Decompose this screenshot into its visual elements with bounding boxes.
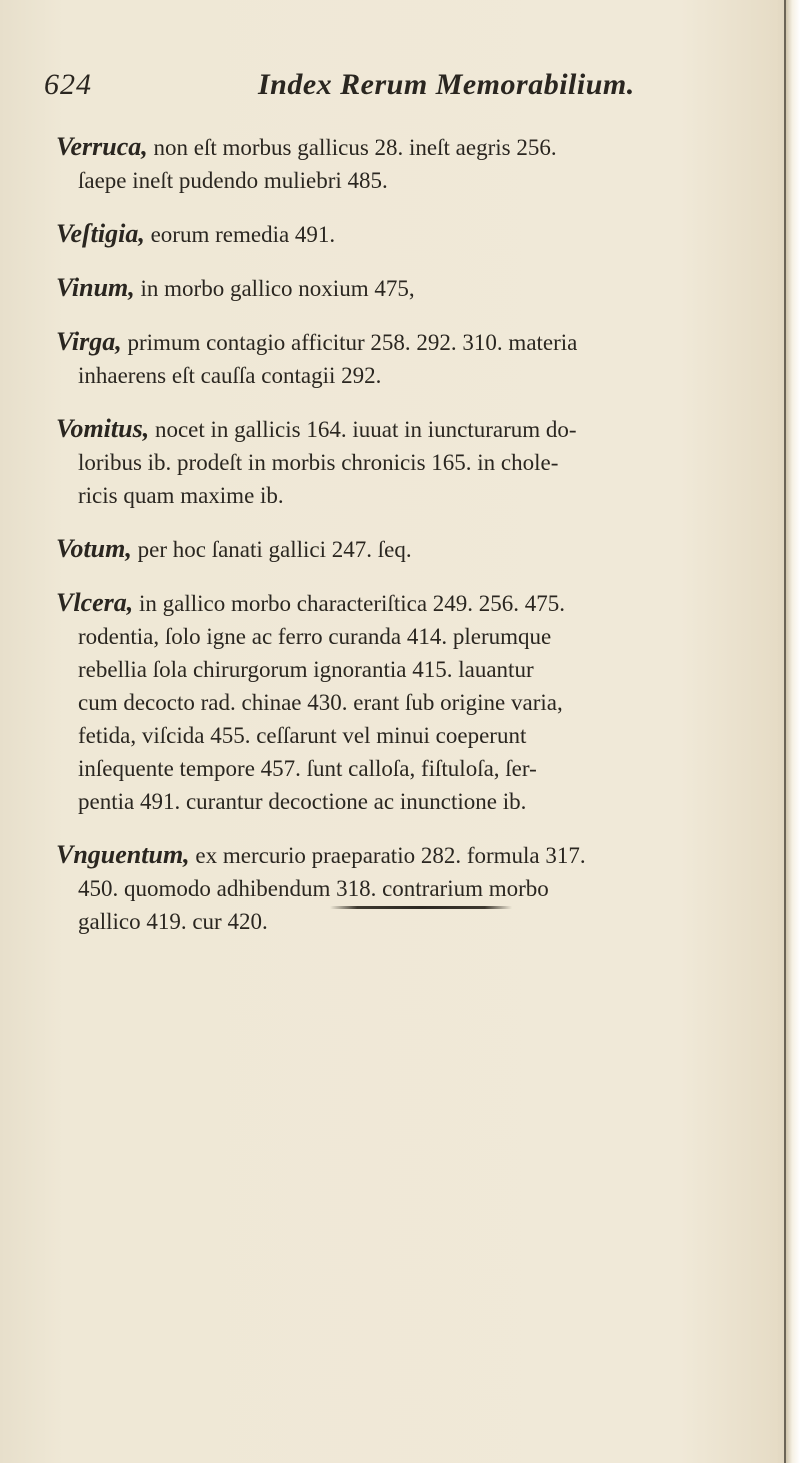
entry-headword: Verruca,	[56, 132, 148, 161]
entry-text: nocet in gallicis 164. iuuat in iuncturarum do-	[154, 417, 577, 442]
entry-continuation: pentia 491. curantur decoctione ac inunctione ib.	[78, 789, 527, 814]
entry-continuation: inhaerens eſt cauſſa contagii 292.	[78, 363, 382, 388]
page-number: 624	[44, 68, 92, 101]
entry-first-line	[56, 217, 791, 251]
entry-text: ex mercurio praeparatio 282. formula 317.	[195, 843, 586, 868]
entry-continuation: rebellia ſola chirurgorum ignorantia 415. lauantur	[78, 657, 534, 682]
entry-continuation: cum decocto rad. chinae 430. erant ſub origine varia,	[78, 690, 563, 715]
entry-first-line	[56, 838, 791, 872]
entry-first-line	[56, 271, 791, 305]
entry-headword: Veſtigia,	[56, 219, 145, 248]
entry-text: per hoc ſanati gallici 247. ſeq.	[137, 537, 412, 562]
entry-continuation: fetida, viſcida 455. ceſſarunt vel minui coeperunt	[78, 723, 527, 748]
entry-continuation: ſaepe ineſt pudendo muliebri 485.	[78, 168, 388, 193]
entry-first-line	[56, 532, 791, 566]
index-entry	[56, 586, 791, 818]
entry-continuation: rodentia, ſolo igne ac ferro curanda 414. plerumque	[78, 624, 552, 649]
end-rule	[330, 906, 512, 909]
entry-text: in gallico morbo characteriſtica 249. 256. 475.	[139, 591, 566, 616]
running-title: Index Rerum Memorabilium.	[258, 68, 635, 101]
entry-headword: Vlcera,	[56, 588, 134, 617]
entry-headword: Votum,	[56, 534, 132, 563]
entry-first-line	[56, 130, 791, 164]
entry-continuation: ricis quam maxime ib.	[78, 483, 284, 508]
index-entry	[56, 130, 791, 197]
entry-first-line	[56, 412, 791, 446]
entry-headword: Vnguentum,	[56, 840, 190, 869]
entry-text: primum contagio afficitur 258. 292. 310. materia	[127, 330, 578, 355]
entry-text: in morbo gallico noxium 475,	[140, 276, 415, 301]
index-entry	[56, 532, 791, 566]
entry-headword: Virga,	[56, 327, 122, 356]
entry-headword: Vinum,	[56, 273, 135, 302]
entry-text: non eſt morbus gallicus 28. ineſt aegris 256.	[153, 135, 557, 160]
index-entries	[56, 130, 791, 958]
index-entry	[56, 271, 791, 305]
index-entry	[56, 838, 791, 938]
index-entry	[56, 217, 791, 251]
index-entry	[56, 325, 791, 392]
entry-headword: Vomitus,	[56, 414, 150, 443]
entry-text: eorum remedia 491.	[150, 222, 336, 247]
index-entry	[56, 412, 791, 512]
entry-continuation: inſequente tempore 457. ſunt calloſa, fiſtuloſa, ſer-	[78, 756, 537, 781]
page-header	[44, 68, 764, 108]
entry-continuation: loribus ib. prodeſt in morbis chronicis 165. in chole-	[78, 450, 559, 475]
entry-continuation: gallico 419. cur 420.	[78, 909, 268, 934]
entry-first-line	[56, 325, 791, 359]
entry-first-line	[56, 586, 791, 620]
entry-continuation: 450. quomodo adhibendum 318. contrarium morbo	[78, 876, 549, 901]
